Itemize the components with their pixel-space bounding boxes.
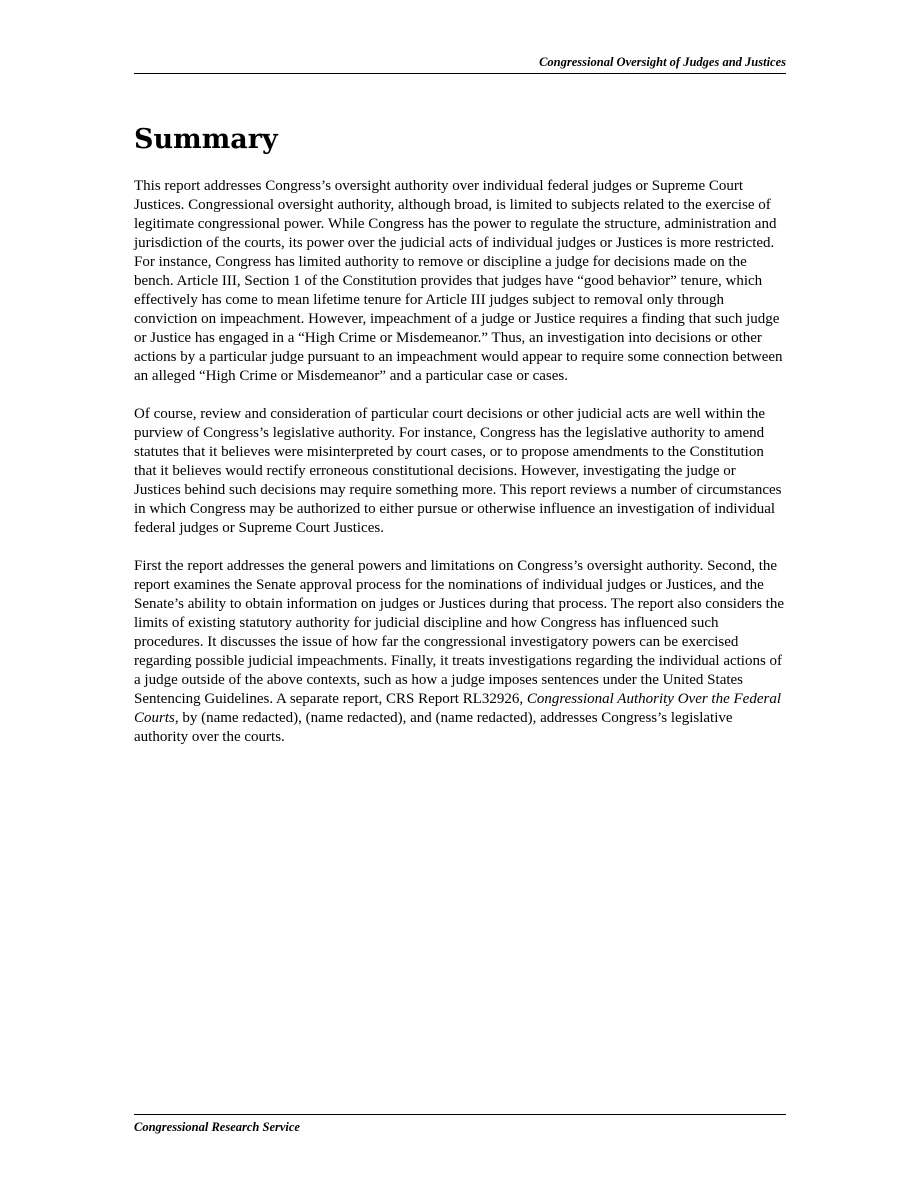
summary-paragraph-2: Of course, review and consideration of particular court decisions or other judicial acts are well within the purview of Congress’s legislative authority. For instance, Congress has the legislative authority to amend statutes that it believes were misinterpreted by court cases, or to propose amendments to the Constitution that it believes would rectify erroneous constitutional decisions. However, investigating the judge or Justices behind such decisions may require something more. This report reviews a number of circumstances in which Congress may be authorized to either pursue or otherwise influence an investigation of individual federal judges or Supreme Court Justices. bbox=[134, 406, 782, 536]
summary-body bbox=[134, 177, 786, 766]
section-title: Summary bbox=[134, 124, 278, 155]
page-footer: Congressional Research Service bbox=[134, 1114, 786, 1135]
summary-paragraph-1: This report addresses Congress’s oversight authority over individual federal judges or Supreme Court Justices. Congressional oversight authority, although broad, is limited to subjects related to the exercise of legitimate congressional power. While Congress has the power to regulate the structure, administration and jurisdiction of the courts, its power over the judicial acts of individual judges or Justices is more restricted. For instance, Congress has limited authority to remove or discipline a judge for decisions made on the bench. Article III, Section 1 of the Constitution provides that judges have “good behavior” tenure, which effectively has come to mean lifetime tenure for Article III judges subject to removal only through conviction on impeachment. However, impeachment of a judge or Justice requires a finding that such judge or Justice has engaged in a “High Crime or Misdemeanor.” Thus, an investigation into decisions or other actions by a particular judge pursuant to an impeachment would appear to require some connection between an alleged “High Crime or Misdemeanor” and a particular case or cases. bbox=[134, 178, 783, 384]
running-header: Congressional Oversight of Judges and Justices bbox=[134, 55, 786, 74]
paragraph-3-text-before: First the report addresses the general powers and limitations on Congress’s oversight authority. Second, the report examines the Senate approval process for the nominations of individual judges or Justices, and the Senate’s ability to obtain information on judges or Justices during that process. The report also considers the limits of existing statutory authority for judicial discipline and how Congress has influenced such procedures. It discusses the issue of how far the congressional investigatory powers can be exercised regarding possible judicial impeachments. Finally, it treats investigations regarding the individual actions of a judge outside of the above contexts, such as how a judge imposes sentences under the United States Sentencing Guidelines. A separate report, CRS Report RL32926, bbox=[134, 558, 785, 707]
report-title-italic: Congressional Authority Over the Federal Courts bbox=[134, 691, 781, 726]
summary-paragraph-3 bbox=[134, 557, 786, 747]
paragraph-3-text-after: , by (name redacted), (name redacted), and (name redacted), addresses Congress’s legislative authority over the courts. bbox=[134, 710, 733, 745]
